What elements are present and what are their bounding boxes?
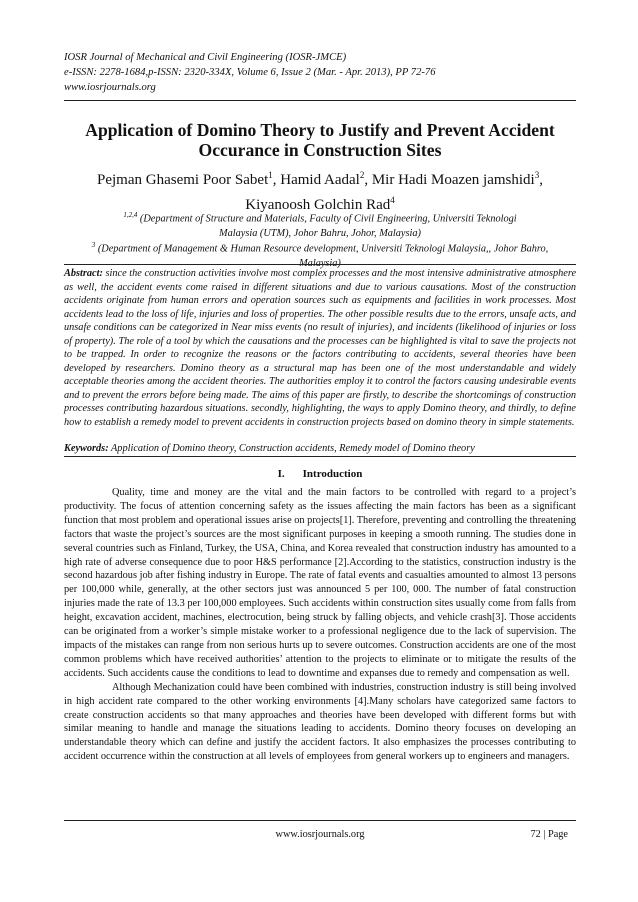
author-name: Hamid Aadal	[280, 172, 360, 188]
keywords-text: Application of Domino theory, Construction accidents, Remedy model of Domino theory	[111, 443, 475, 454]
author-index: 2	[359, 170, 365, 180]
paragraph: Although Mechanization could have been combined with industries, construction industry is still being involved in high accident rate compared to the other working environments [4].Many scholars have categorized same factors to create construction accidents so that many approaches and theories have been developed with different forms but with similar meaning to handle and manage the situations leading to accidents. Domino theory focuses on developing an understandable theory which can define and justify the accident factors. It also emphasizes the processes contributing to accident occurrence within the construction at all levels of employees from general workers up to engineers and managers.	[64, 681, 576, 763]
author-name: Kiyanoosh Golchin Rad	[245, 197, 391, 213]
author-list: Pejman Ghasemi Poor Sabet$^1$, Hamid Aadal$^2$, Mir Hadi Moazen jamshidi$^3$, Kiyanoosh Golchin Rad$^4$	[97, 170, 543, 213]
section-heading	[64, 467, 576, 481]
section-number: I.	[277, 468, 285, 480]
paragraph: Quality, time and money are the vital and the main factors to be controlled with regard to a project’s productivity. The focus of attention concerning safety as the issues affecting the main factors has been as a significant function that most problem and operational issues arise on projects[1]. Therefore, preventing and controlling the threatening factors that waste the project’s sources are the most significant purposes in keeping a smooth running. The studies done in several countries such as Finland, Turkey, the USA, China, and Korea revealed that construction industry has amounted to a high rate of adverse consequence due to poor H&S performance [2].According to the statistics, construction industry is the second hazardous job after fishing industry in Europe. The rate of fatal events and casualties amounted to almost 13 persons per 100,000 while, generally, at the other sectors just was announced 5 per 100, 000. The number of fatal construction injuries made the rate of 13.3 per 100,000 employees. Such accidents within construction sites usually come from falls from height, excavation accident, machines, electrocution, being struck by falling objects, and vehicle crash[3]. Those accidents can be originated from a worker’s simple mistake worker to a professional negligence due to the lack of supervision. The impacts of the mistakes can range from non serious hurts up to severe outcomes. Construction accidents are one of the most common problems which have received authorities’ attention to the projects to eliminate or to mitigate the results of the accidents. Such accidents cause the conditions to lead to downtime and expanses due to remedy and compensation as well.	[64, 487, 576, 679]
journal-name: IOSR Journal of Mechanical and Civil Engineering (IOSR-JMCE)	[64, 52, 347, 63]
abstract-text: since the construction activities involve most complex processes and the most intensive administrative atmosphere as well, the accident events come raised in different situations and due to various causations. Most of the construction accidents originate from human errors and operation sources such as equipments and facilities in work processes. Most accidents lead to the loss of life, injuries and loss of properties. The other possible results due to the errors, unsafe acts, and unsafe conditions can be categorized in Near miss events (no result of injuries), and incidents (likelihood of injuries or loss of property). The role of a tool by which the causations and the processes can be highlighted is vital to save the projects not to be trapped. In order to recognize the reasons or the factors contributing to accidents, several theories have been developed by researchers. Domino theory as a structural map has been one of the most understandable and widely acceptable theories among the accident theories. The authorities employ it to control the factors causing undesirable events and to prevent the errors before being made. The aims of this paper are firstly, to describe the shortcomings of construction processes contributing hazardous situations. secondly, highlighting, the ways to apply Domino theory, and thirdly, to define how to establish a remedy model to prevent accidents in construction projects based on domino theory in simple statements.	[64, 268, 577, 428]
paper-title	[64, 120, 576, 160]
paper-title-line-2: Occurance in Construction Sites	[198, 140, 442, 160]
affiliation-text: (Department of Structure and Materials, Faculty of Civil Engineering, Universiti Teknologi	[139, 213, 517, 225]
footer-url[interactable]: www.iosrjournals.org	[275, 829, 365, 840]
journal-header	[64, 50, 576, 95]
author-index: 1	[268, 170, 273, 180]
affiliation-text: Malaysia)	[299, 258, 341, 270]
body-text	[64, 486, 576, 764]
author-index: 4	[390, 195, 395, 205]
keywords-divider	[64, 456, 576, 457]
section-title: Introduction	[302, 468, 363, 480]
affiliation-text: (Department of Management & Human Resource development, Universiti Teknologi Malaysia,, Johor Bahro,	[97, 243, 549, 255]
author-name: Mir Hadi Moazen jamshidi	[371, 172, 535, 188]
abstract-label: Abstract:	[64, 268, 103, 279]
keywords	[64, 442, 576, 455]
affiliation-index: 3	[91, 241, 96, 249]
journal-website[interactable]: www.iosrjournals.org	[64, 82, 156, 93]
page-number: 72 | Page	[530, 829, 568, 840]
journal-issn: e-ISSN: 2278-1684,p-ISSN: 2320-334X, Volume 6, Issue 2 (Mar. - Apr. 2013), PP 72-76	[64, 67, 436, 78]
affiliation-text: Malaysia (UTM), Johor Bahru, Johor, Malaysia)	[219, 228, 421, 240]
footer-divider	[64, 820, 576, 821]
author-name: Pejman Ghasemi Poor Sabet	[97, 172, 269, 188]
paper-title-line-1: Application of Domino Theory to Justify and Prevent Accident	[85, 120, 555, 140]
author-index: 3	[534, 170, 540, 180]
header-divider	[64, 100, 576, 101]
abstract	[64, 267, 576, 429]
affiliation-1	[64, 208, 576, 241]
affiliation-index: 1,2,4	[123, 211, 138, 219]
keywords-label: Keywords:	[64, 443, 109, 454]
abstract-divider	[64, 264, 576, 265]
